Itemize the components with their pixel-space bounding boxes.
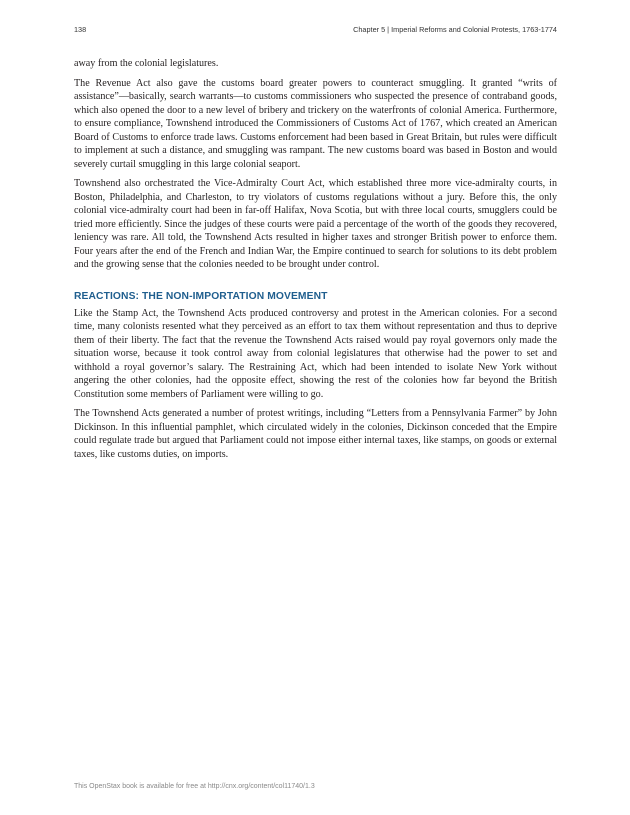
body-paragraph: Townshend also orchestrated the Vice-Admiralty Court Act, which established three more vice-admiralty courts, in Boston, Philadelphia, and Charleston, to try violators of customs regulations without a jury. Before this, the only colonial vice-admiralty court had been in far-off Halifax, Nova Scotia, but with three local courts, smugglers could be tried more efficiently. Since the judges of these courts were paid a percentage of the worth of the goods they recovered, leniency was rare. All told, the Townshend Acts resulted in higher taxes and stronger British power to enforce them. Four years after the end of the French and Indian War, the Empire continued to search for solutions to its debt problem and the growing sense that the colonies needed to be brought under control. xyxy=(74,178,557,270)
body-paragraph: The Townshend Acts generated a number of protest writings, including “Letters from a Pennsylvania Farmer” by John Dickinson. In this influential pamphlet, which circulated widely in the colonies, Dickinson conceded that the Empire could regulate trade but argued that Parliament could not impose either internal taxes, like stamps, on goods or external taxes, like customs duties, on imports. xyxy=(74,408,557,460)
page-footer: This OpenStax book is available for free at http://cnx.org/content/col11740/1.3 xyxy=(74,783,315,790)
running-title: Chapter 5 | Imperial Reforms and Colonial Protests, 1763-1774 xyxy=(353,25,557,34)
body-paragraph: The Revenue Act also gave the customs board greater powers to counteract smuggling. It granted “writs of assistance”—basically, search warrants—to customs commissioners who suspected the presence of contraband goods, which also opened the door to a new level of bribery and trickery on the waterfronts of colonial America. Furthermore, to ensure compliance, Townshend introduced the Commissioners of Customs Act of 1767, which created an American Board of Customs to enforce trade laws. Customs enforcement had been based in Great Britain, but rules were difficult to implement at such a distance, and smuggling was rampant. The new customs board was based in Boston and would severely curtail smuggling in this large colonial seaport. xyxy=(74,77,557,170)
page-number: 138 xyxy=(74,25,87,34)
body-paragraph: Like the Stamp Act, the Townshend Acts produced controversy and protest in the American colonies. For a second time, many colonists resented what they perceived as an effort to tax them without representation and thus to deprive them of their liberty. The fact that the revenue the Townshend Acts raised would pay royal governors only made the situation worse, because it took control away from colonial legislatures that otherwise had the power to set and withhold a royal governor’s salary. The Restraining Act, which had been intended to isolate New York without angering the other colonies, had the opposite effect, showing the rest of the colonies how far beyond the British Constitution some members of Parliament were willing to go. xyxy=(74,307,557,400)
page-header xyxy=(74,25,557,37)
body-paragraph-continuation: away from the colonial legislatures. xyxy=(74,58,219,69)
main-content xyxy=(74,57,557,467)
section-heading: REACTIONS: THE NON-IMPORTATION MOVEMENT xyxy=(74,290,328,302)
